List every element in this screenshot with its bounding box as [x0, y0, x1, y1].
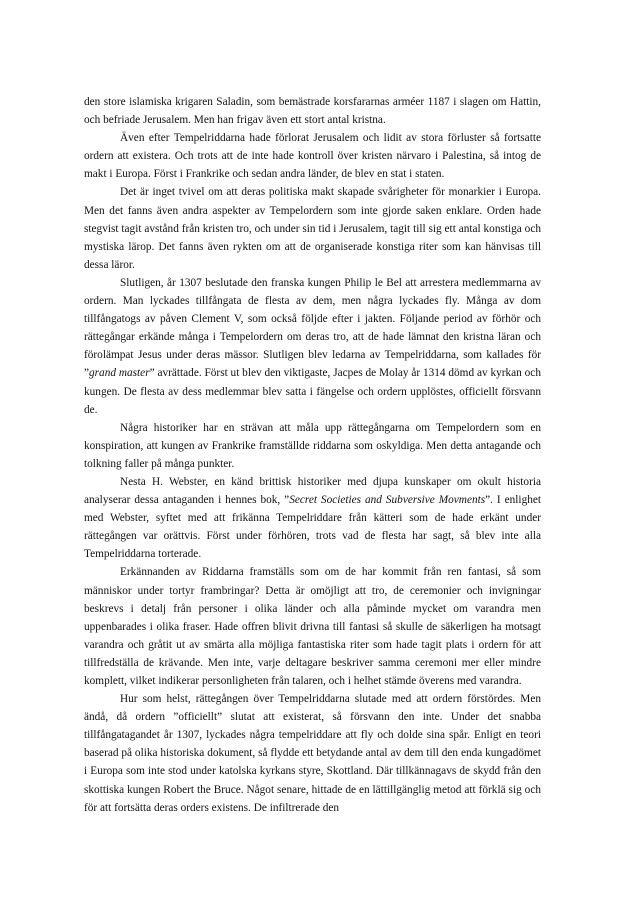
paragraph: [84, 419, 541, 473]
paragraph-text: Erkännanden av Riddarna framställs som om de har kommit från ren fantasi, så som människor under tortyr frambringar? Detta är omöjligt att tro, de ceremonier och invigningar beskrevs i detalj från personer i olika länder och alla påminde mycket om varandra men uppenbarades i olika fraser. Hade offren blivit drivna till fantasi så skulle de säkerligen ha motsagt varandra och gråtit ut av smärta alla möjliga fantastiska riter som hade tagit plats i ordern för att tillfredställa de krävande. Men inte, varje deltagare beskriver samma ceremoni mer eller mindre komplett, vilket indikerar personligheten från talaren, och i helhet stämde överens med varandra.: [84, 566, 541, 687]
paragraph: [84, 473, 541, 563]
document-body: [84, 93, 541, 817]
italic-title-text: Secret Societies and Subversive Movments: [289, 494, 486, 507]
paragraph-text: den store islamiska krigaren Saladin, som bemästrade korsfararnas arméer 1187 i slagen om Hattin, och befriade Jerusalem. Men han frigav även ett stort antal kristna.: [84, 96, 541, 127]
paragraph-text: Det är inget tvivel om att deras politiska makt skapade svårigheter för monarkier i Europa. Men det fanns även andra aspekter av Tempelordern som inte gjorde saken enklare. Orden hade stegvist tagit avstånd från kristen tro, och under sin tid i Jerusalem, tagit till sig ett antal konstiga och mystiska lärор. Det fanns även rykten om att de organiserade konstiga riter som kan hänvisas till dessa lärоr.: [84, 186, 541, 271]
paragraph-text: Slutligen, år 1307 beslutade den franska kungen Philip le Bel att arrestera medlemmarna av ordern. Man lyckades tillfångata de flesta av dem, men några lyckades fly. Många av dom tillfångatogs av påven Clement V, som också följde efter i jakten. Följande period av förhör och rättegångar erkände många i Tempelordern om deras tro, att de hade lämnat den kristna läran och förolämpat Jesus under deras mässor. Slutligen blev ledarna av Tempelriddarna, som kallades för ”: [84, 276, 541, 380]
paragraph-text: Hur som helst, rättegången över Tempelriddarna slutade med att ordern förstördes. Men ändå, då ordern ”officiellt” slutat att existerat, så försvann den inte. Under det snabba tillfångatagandet år 1307, lyckades några tempelriddare att fly och dolde sina spår. Enligt en teori baserad på olika historiska dokument, så flydde ett betydande antal av dem till den enda kungadömet i Europa som inte stod under katolska kyrkans styre, Skottland. Där tillkännagavs de skydd från den skottiska kungen Robert the Bruce. Något senare, hittade de en lättillgänglig metod att förklä sig och för att fortsätta deras orders existens. De infiltrerade den: [84, 693, 541, 814]
italic-title-text: grand master: [89, 367, 150, 380]
paragraph: [84, 183, 541, 273]
paragraph-text: ” avrättade. Först ut blev den viktigaste, Jacpes de Molay år 1314 dömd av kyrkan och kungen. De flesta av dess medlemmar blev satta i fängelse och ordern upplöstes, officiellt försvann de.: [84, 367, 541, 416]
paragraph: [84, 93, 541, 129]
paragraph: [84, 690, 541, 817]
paragraph-text: Även efter Tempelriddarna hade förlorat Jerusalem och lidit av stora förluster så fortsatte ordern att existera. Och trots att de inte hade kontroll över kristen närvaro i Palestina, så intog de makt i Europa. Först i Frankrike och sedan andra länder, de blev en stat i staten.: [84, 132, 541, 181]
paragraph-text: Nesta H. Webster, en känd brittisk historiker med djupa kunskaper om okult historia analyserar dessa antaganden i hennes bok, ”: [84, 475, 541, 507]
paragraph-text: Några historiker har en strävan att måla upp rättegångarna om Tempelordern som en konspiration, att kungen av Frankrike framställde riddarna som oskyldiga. Men detta antagande och tolkning faller på många punkter.: [84, 421, 541, 470]
paragraph: [84, 129, 541, 183]
paragraph: [84, 274, 541, 419]
paragraph-text: ”. I enlighet med Webster, syftet med att frikänna Tempelriddare från kätteri som de hade erkänt under rättegången var orättvis. Först under förhören, trots vad de flesta har sagt, så blev inte alla Tempelriddarna torterade.: [84, 494, 542, 561]
paragraph: [84, 563, 541, 690]
